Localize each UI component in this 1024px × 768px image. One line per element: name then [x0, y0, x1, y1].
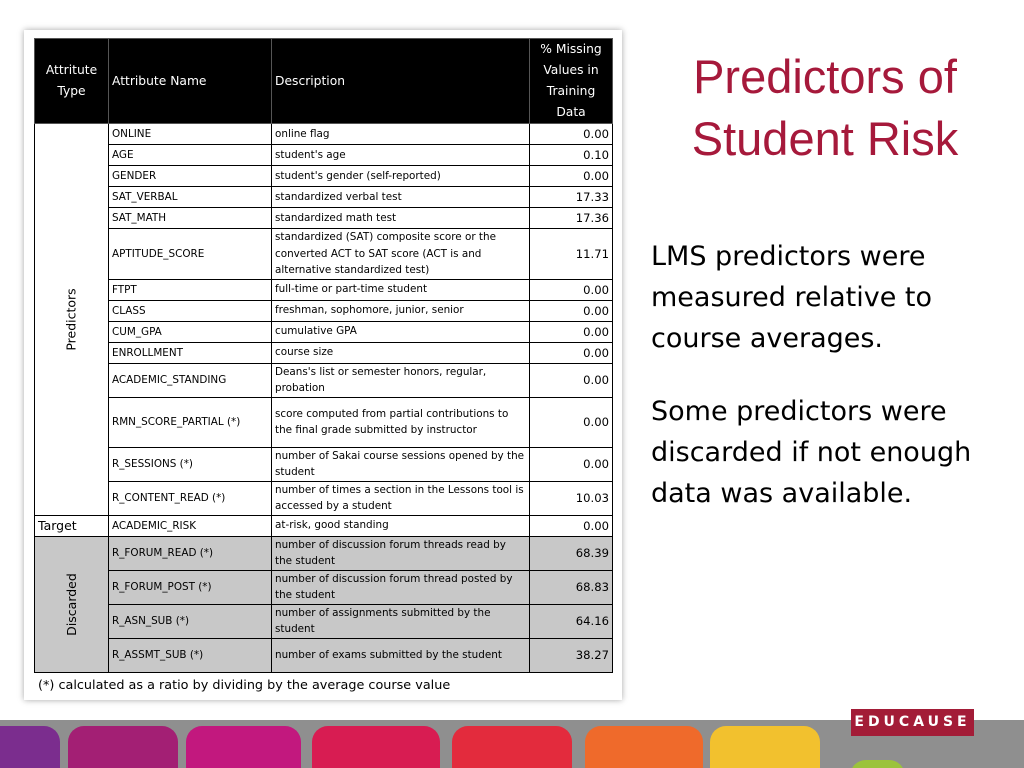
- attribute-name-cell: R_ASSMT_SUB (*): [109, 638, 272, 672]
- table-row: [35, 604, 613, 638]
- slide-title: Predictors of Student Risk: [691, 50, 959, 165]
- table-footnote: (*) calculated as a ratio by dividing by the average course value: [38, 678, 451, 693]
- description-cell: online flag: [272, 124, 530, 145]
- pct-missing-cell: 68.39: [530, 536, 613, 570]
- attribute-name-cell: AGE: [109, 145, 272, 166]
- attribute-table-card: [24, 30, 622, 700]
- description-cell: student's gender (self-reported): [272, 166, 530, 187]
- pct-missing-cell: 0.00: [530, 321, 613, 342]
- attribute-name-cell: R_CONTENT_READ (*): [109, 481, 272, 515]
- pct-missing-cell: 17.33: [530, 187, 613, 208]
- attribute-name-cell: ENROLLMENT: [109, 342, 272, 363]
- attribute-name-cell: ACADEMIC_STANDING: [109, 363, 272, 397]
- table-row: [35, 321, 613, 342]
- pct-missing-cell: 0.00: [530, 279, 613, 300]
- attribute-table: [34, 38, 613, 673]
- table-row: [35, 447, 613, 481]
- footer-tile: [68, 726, 178, 768]
- pct-missing-cell: 0.00: [530, 166, 613, 187]
- table-body: [35, 124, 613, 673]
- pct-missing-cell: 0.00: [530, 300, 613, 321]
- description-cell: student's age: [272, 145, 530, 166]
- description-cell: number of discussion forum threads read by the student: [272, 536, 530, 570]
- footer-tile: [585, 726, 703, 768]
- table-row: [35, 397, 613, 447]
- attribute-name-cell: FTPT: [109, 279, 272, 300]
- table-row: [35, 300, 613, 321]
- attribute-name-cell: APTITUDE_SCORE: [109, 229, 272, 280]
- attribute-name-cell: R_FORUM_POST (*): [109, 570, 272, 604]
- attribute-name-cell: ACADEMIC_RISK: [109, 515, 272, 536]
- footer-tile: [312, 726, 440, 768]
- description-cell: cumulative GPA: [272, 321, 530, 342]
- attribute-name-cell: R_SESSIONS (*): [109, 447, 272, 481]
- table-row: [35, 229, 613, 280]
- pct-missing-cell: 10.03: [530, 481, 613, 515]
- attribute-name-cell: RMN_SCORE_PARTIAL (*): [109, 397, 272, 447]
- pct-missing-cell: 0.00: [530, 515, 613, 536]
- attribute-name-cell: SAT_VERBAL: [109, 187, 272, 208]
- footer-tile: [0, 726, 60, 768]
- table-row: [35, 481, 613, 515]
- description-cell: number of Sakai course sessions opened by the student: [272, 447, 530, 481]
- table-row: [35, 536, 613, 570]
- description-cell: at-risk, good standing: [272, 515, 530, 536]
- description-cell: number of discussion forum thread posted by the student: [272, 570, 530, 604]
- group-label-target: Target: [35, 515, 109, 536]
- pct-missing-cell: 0.00: [530, 342, 613, 363]
- description-cell: number of assignments submitted by the student: [272, 604, 530, 638]
- description-cell: number of exams submitted by the student: [272, 638, 530, 672]
- attribute-name-cell: CLASS: [109, 300, 272, 321]
- pct-missing-cell: 0.00: [530, 363, 613, 397]
- group-label-text: Discarded: [64, 572, 79, 636]
- description-cell: freshman, sophomore, junior, senior: [272, 300, 530, 321]
- table-row: [35, 638, 613, 672]
- educause-logo: EDUCAUSE: [851, 709, 974, 736]
- attribute-name-cell: CUM_GPA: [109, 321, 272, 342]
- header-attribute-type: Attritute Type: [35, 39, 109, 124]
- attribute-name-cell: ONLINE: [109, 124, 272, 145]
- table-row: [35, 570, 613, 604]
- table-row: [35, 208, 613, 229]
- description-cell: standardized math test: [272, 208, 530, 229]
- table-row: [35, 363, 613, 397]
- footer-tile: [850, 760, 905, 768]
- group-label-discarded: [35, 536, 109, 672]
- description-cell: number of times a section in the Lessons tool is accessed by a student: [272, 481, 530, 515]
- description-cell: score computed from partial contributions to the final grade submitted by instructor: [272, 397, 530, 447]
- description-cell: standardized verbal test: [272, 187, 530, 208]
- description-cell: course size: [272, 342, 530, 363]
- header-description: Description: [272, 39, 530, 124]
- pct-missing-cell: 68.83: [530, 570, 613, 604]
- description-cell: standardized (SAT) composite score or the converted ACT to SAT score (ACT is and alternative standardized test): [272, 229, 530, 280]
- paragraph-lms-predictors: LMS predictors were measured relative to course averages.: [651, 241, 933, 354]
- group-label-text: Predictors: [63, 288, 79, 351]
- group-label-predictors: [35, 124, 109, 516]
- pct-missing-cell: 0.00: [530, 124, 613, 145]
- pct-missing-cell: 64.16: [530, 604, 613, 638]
- footer-tile: [452, 726, 572, 768]
- footer-tile: [710, 726, 820, 768]
- table-row: [35, 124, 613, 145]
- attribute-name-cell: SAT_MATH: [109, 208, 272, 229]
- header-pct-missing: % Missing Values in Training Data: [530, 39, 613, 124]
- table-row: [35, 187, 613, 208]
- attribute-name-cell: GENDER: [109, 166, 272, 187]
- pct-missing-cell: 17.36: [530, 208, 613, 229]
- pct-missing-cell: 0.00: [530, 397, 613, 447]
- paragraph-discarded-predictors: Some predictors were discarded if not enough data was available.: [651, 396, 972, 509]
- attribute-name-cell: R_FORUM_READ (*): [109, 536, 272, 570]
- pct-missing-cell: 0.10: [530, 145, 613, 166]
- pct-missing-cell: 38.27: [530, 638, 613, 672]
- table-row: [35, 515, 613, 536]
- table-row: [35, 166, 613, 187]
- footer-tile: [186, 726, 301, 768]
- table-header-row: [35, 39, 613, 124]
- description-cell: full-time or part-time student: [272, 279, 530, 300]
- description-cell: Deans's list or semester honors, regular, probation: [272, 363, 530, 397]
- header-attribute-name: Attribute Name: [109, 39, 272, 124]
- pct-missing-cell: 11.71: [530, 229, 613, 280]
- attribute-name-cell: R_ASN_SUB (*): [109, 604, 272, 638]
- table-row: [35, 279, 613, 300]
- pct-missing-cell: 0.00: [530, 447, 613, 481]
- table-row: [35, 145, 613, 166]
- table-row: [35, 342, 613, 363]
